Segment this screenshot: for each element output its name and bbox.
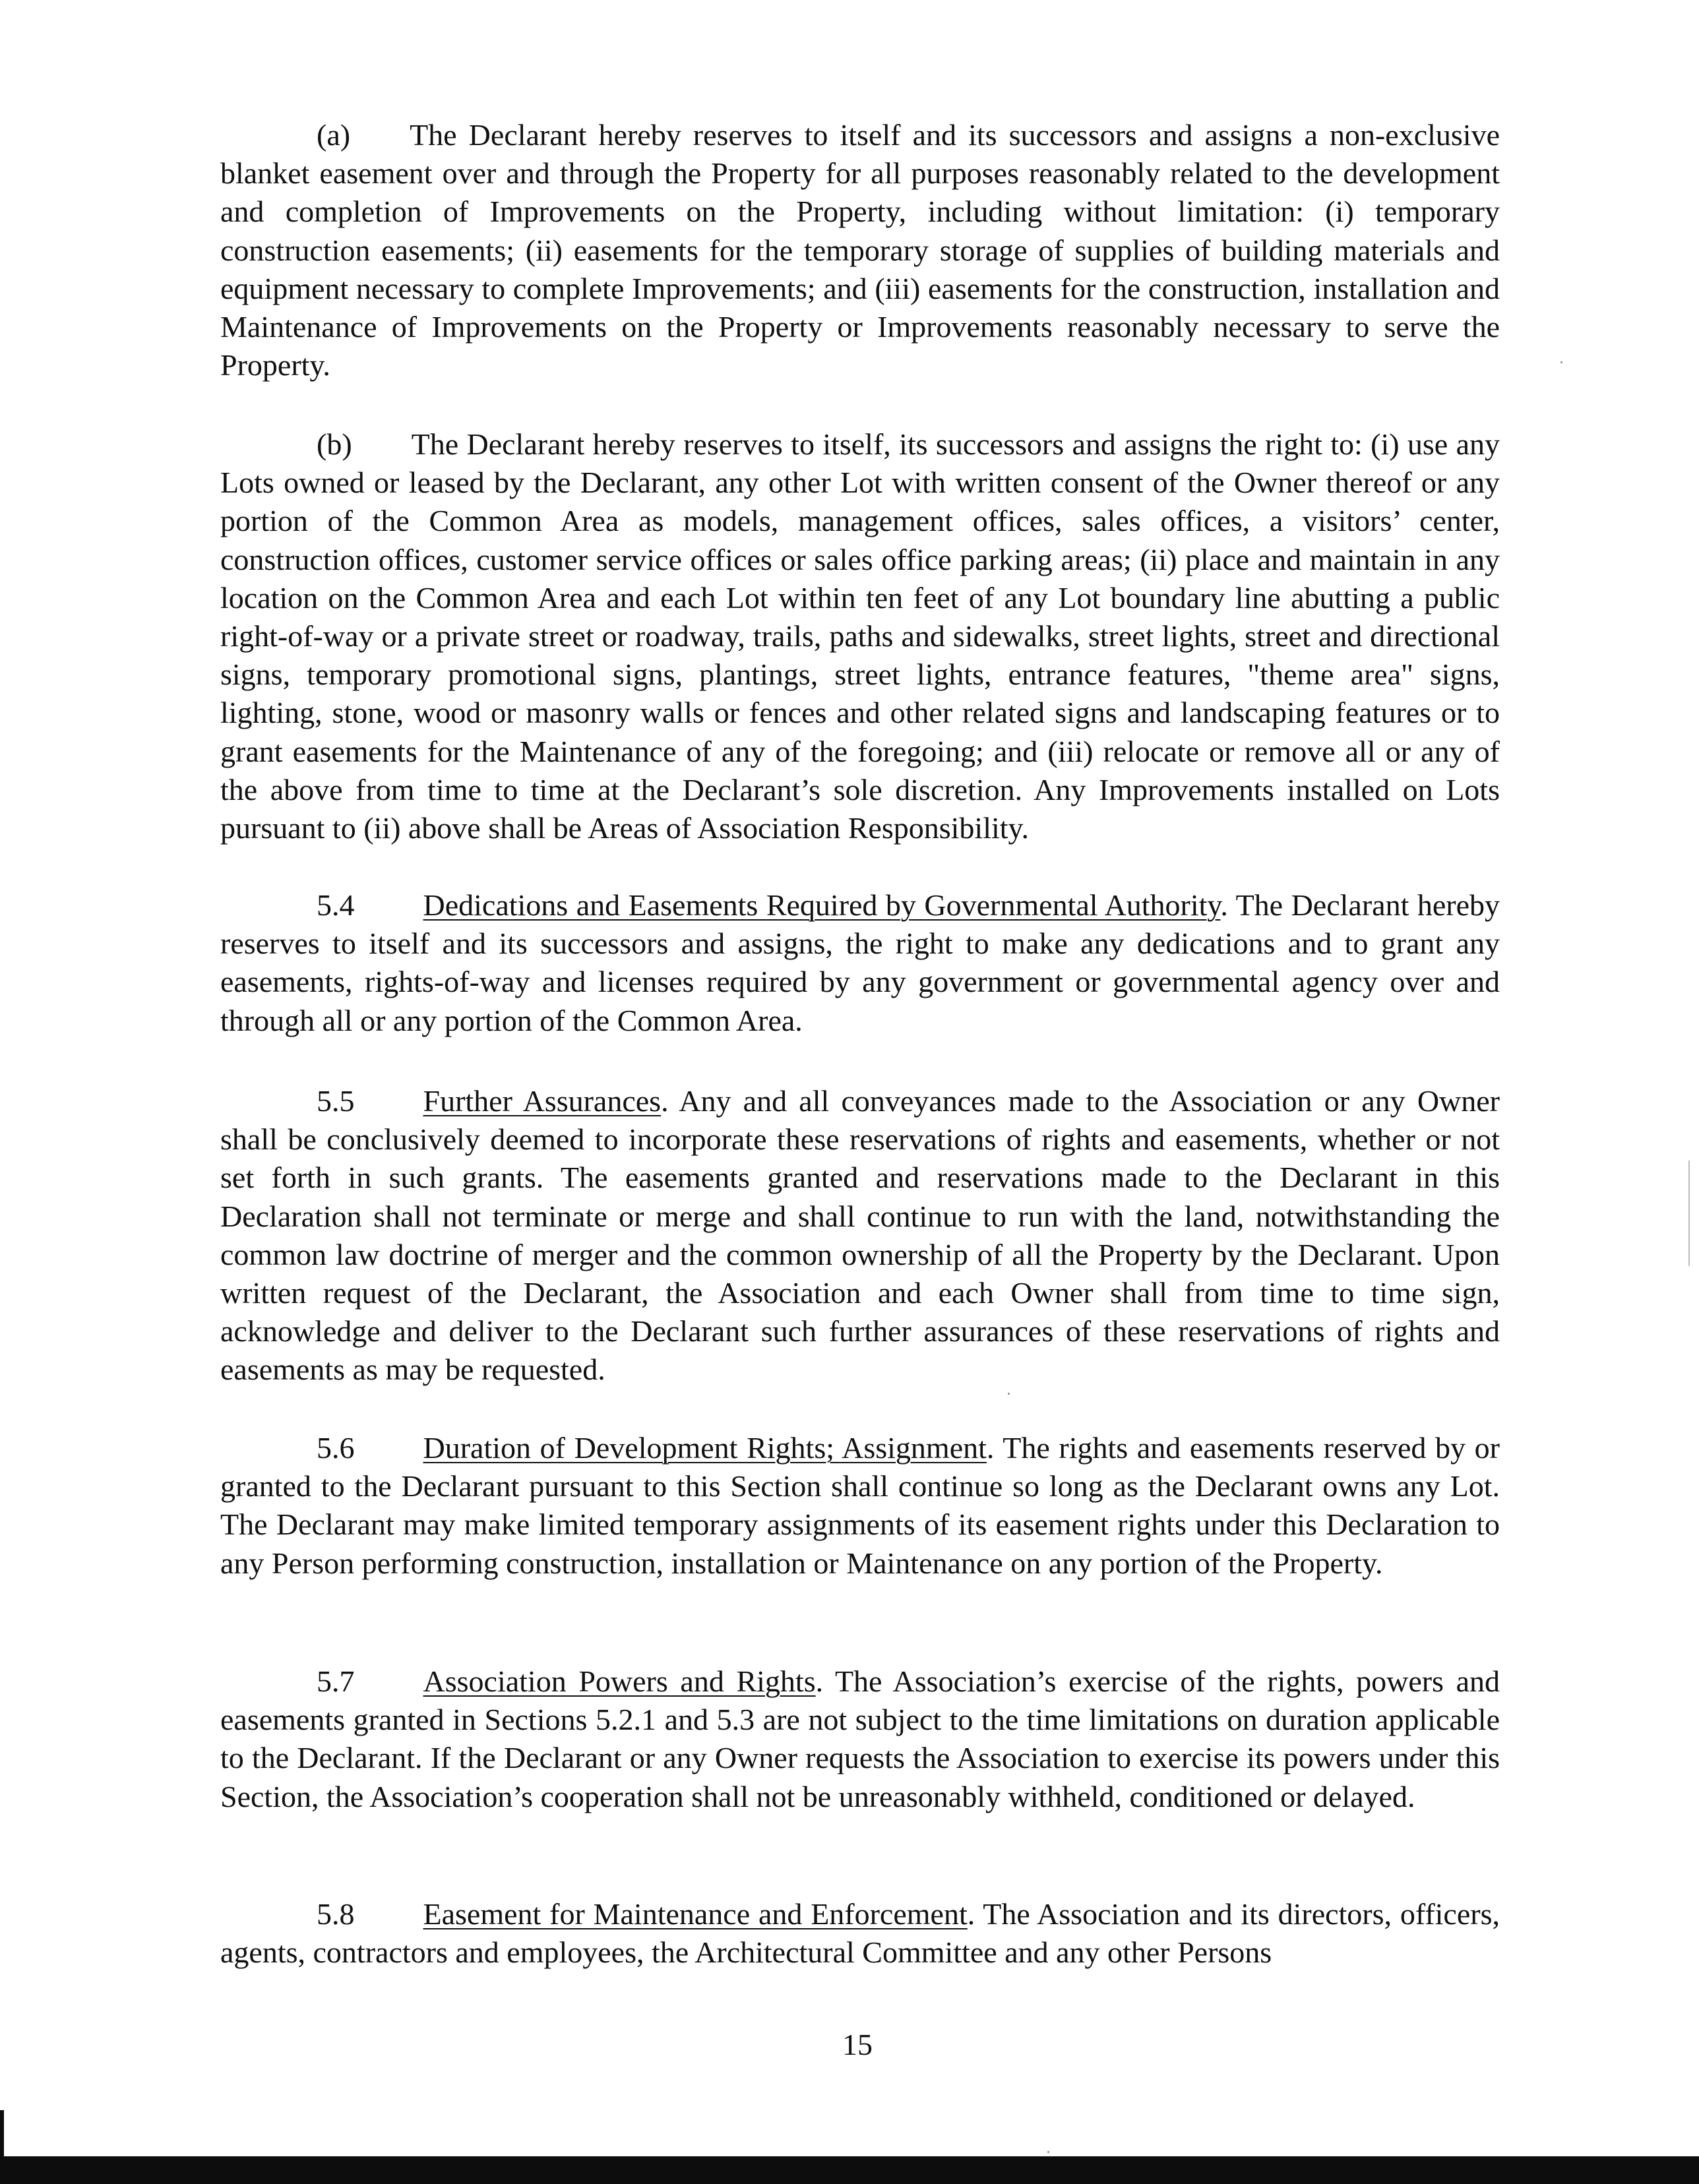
heading-period: . — [661, 1084, 679, 1118]
section-5-8 — [220, 1895, 1500, 1972]
paragraph-b-text: The Declarant hereby reserves to itself, its successors and assigns the right to: (i) use any Lots owned or leased by the Declarant, any other Lot with written consent of the Owner thereof or any portion of the Common Area as models, management offices, sales offices, a visitors’ center, construction offices, customer service offices or sales office parking areas; (ii) place and maintain in any location on the Common Area and each Lot within ten feet of any Lot boundary line abutting a public right-of-way or a private street or roadway, trails, paths and sidewalks, street lights, street and directional signs, temporary promotional signs, plantings, street lights, entrance features, "theme area" signs, lighting, stone, wood or masonry walls or fences and other related signs and landscaping features or to grant easements for the Maintenance of any of the foregoing; and (iii) relocate or remove all or any of the above from time to time at the Declarant’s sole discretion. Any Improvements installed on Lots pursuant to (ii) above shall be Areas of Association Responsibility. — [220, 427, 1500, 845]
section-number: 5.6 — [317, 1431, 355, 1465]
scan-border-bottom — [0, 2156, 1699, 2184]
section-heading: Association Powers and Rights — [423, 1664, 816, 1698]
section-number: 5.8 — [317, 1897, 355, 1931]
section-heading: Further Assurances — [423, 1084, 662, 1118]
heading-period: . — [1220, 888, 1236, 922]
scan-speck — [1560, 361, 1562, 363]
heading-period: . — [967, 1897, 983, 1931]
section-heading: Dedications and Easements Required by Governmental Authority — [423, 888, 1221, 922]
section-number: 5.5 — [317, 1084, 355, 1118]
section-5-7 — [220, 1662, 1500, 1816]
section-5-6 — [220, 1429, 1500, 1583]
section-5-5 — [220, 1082, 1500, 1389]
section-text: Any and all conveyances made to the Association or any Owner shall be conclusively deemed to incorporate these reservations of rights and easements, whether or not set forth in such grants. The easements granted and reservations made to the Declarant in this Declaration shall not terminate or merge and shall continue to run with the land, notwithstanding the common law doctrine of merger and the common ownership of all the Property by the Declarant. Upon written request of the Declarant, the Association and each Owner shall from time to time sign, acknowledge and deliver to the Declarant such further assurances of these reservations of rights and easements as may be requested. — [220, 1084, 1500, 1387]
paragraph-b — [220, 425, 1500, 847]
section-heading: Duration of Development Rights; Assignment — [423, 1431, 987, 1465]
paragraph-a-text: The Declarant hereby reserves to itself and its successors and assigns a non-exclusive blanket easement over and through the Property for all purposes reasonably related to the development and completion of Improvements on the Property, including without limitation: (i) temporary construction easements; (ii) easements for the temporary storage of supplies of building materials and equipment necessary to complete Improvements; and (iii) easements for the construction, installation and Maintenance of Improvements on the Property or Improvements reasonably necessary to serve the Property. — [220, 118, 1500, 382]
paragraph-a-label: (a) — [317, 118, 351, 152]
section-text: The rights and easements reserved by or granted to the Declarant pursuant to this Section shall continue so long as the Declarant owns any Lot. The Declarant may make limited temporary assignments of its easement rights under this Declaration to any Person performing construction, installation or Maintenance on any portion of the Property. — [220, 1431, 1500, 1580]
section-heading: Easement for Maintenance and Enforcement — [423, 1897, 968, 1931]
section-text: The Declarant hereby reserves to itself and its successors and assigns, the right to make any dedications and to grant any easements, rights-of-way and licenses required by any government or governmental agency over and through all or any portion of the Common Area. — [220, 888, 1500, 1037]
heading-period: . — [815, 1664, 835, 1698]
scan-speck — [1008, 1393, 1010, 1395]
paragraph-a — [220, 116, 1500, 384]
heading-period: . — [986, 1431, 1003, 1465]
section-number: 5.7 — [317, 1664, 355, 1698]
section-number: 5.4 — [317, 888, 355, 922]
page-number: 15 — [842, 2028, 873, 2061]
scan-speck — [1047, 2151, 1049, 2153]
section-5-4 — [220, 886, 1500, 1040]
section-text: The Association’s exercise of the rights, powers and easements granted in Sections 5.2.1 and 5.3 are not subject to the time limitations on duration applicable to the Declarant. If the Declarant or any Owner requests the Association to exercise its powers under this Section, the Association’s cooperation shall not be unreasonably withheld, conditioned or delayed. — [220, 1664, 1500, 1813]
scan-edge-mark — [1688, 1161, 1690, 1266]
paragraph-b-label: (b) — [317, 427, 352, 461]
section-text: The Association and its directors, officers, agents, contractors and employees, the Architectural Committee and any other Persons — [220, 1897, 1500, 1970]
